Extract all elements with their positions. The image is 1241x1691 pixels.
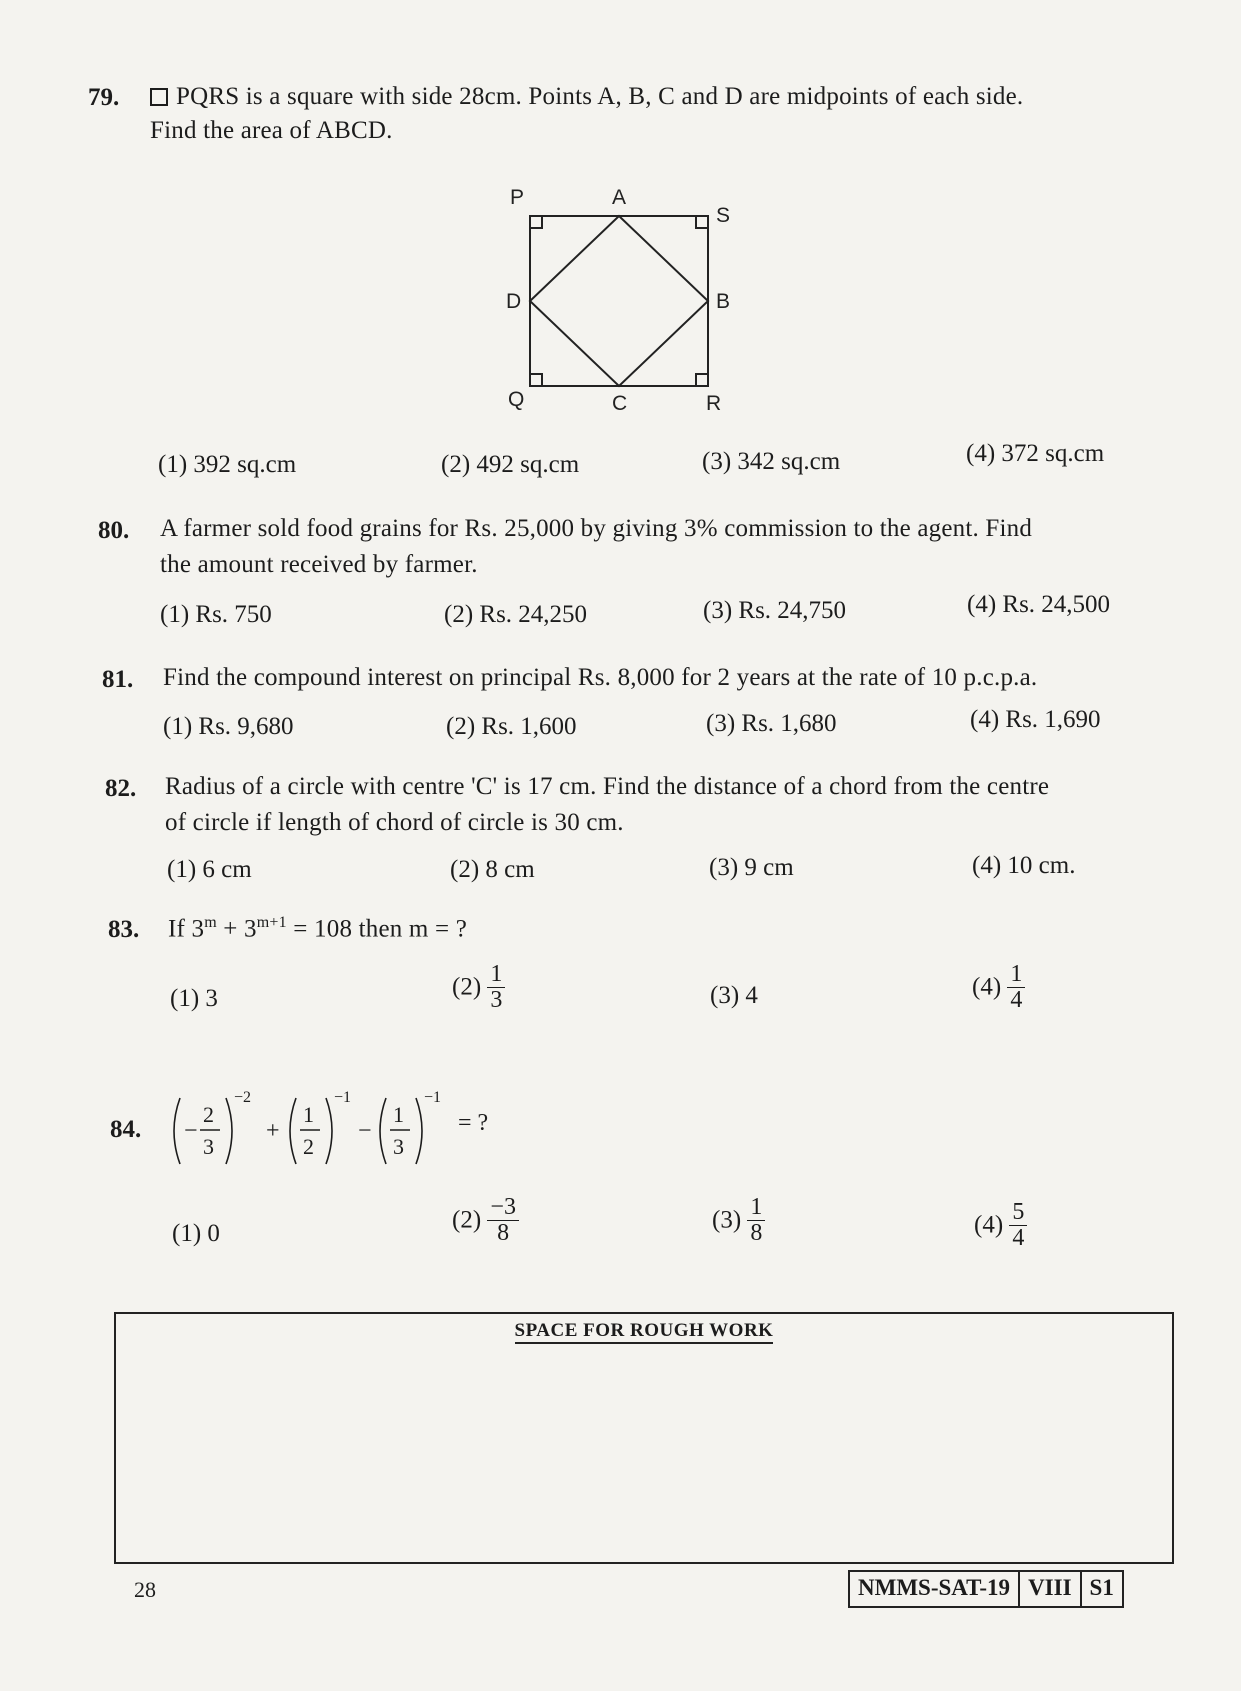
question-text: A farmer sold food grains for Rs. 25,000 by giving 3% commission to the agent. Find bbox=[160, 515, 1033, 542]
option-3[interactable]: (3) 342 sq.cm bbox=[702, 448, 841, 475]
paper-code: NMMS-SAT-19 bbox=[850, 1572, 1020, 1606]
right-angle-mark bbox=[530, 374, 542, 386]
fraction: $\frac{1}{4}$ bbox=[1007, 962, 1025, 1013]
option-4[interactable]: (4) 10 cm. bbox=[972, 852, 1076, 879]
option-2[interactable]: (2) 8 cm bbox=[450, 856, 535, 883]
paper-code-box bbox=[848, 1570, 1124, 1608]
option-4[interactable]: (4) Rs. 24,500 bbox=[967, 591, 1111, 618]
square-diagram bbox=[500, 180, 740, 425]
question-number: 79. bbox=[88, 84, 120, 111]
question-number: 80. bbox=[98, 517, 130, 544]
question-text: Radius of a circle with centre 'C' is 17 cm. Find the distance of a chord from the centre bbox=[165, 773, 1050, 800]
label-c: C bbox=[612, 392, 628, 415]
option-2[interactable]: (2) $\frac{-3}{8}$ bbox=[452, 1195, 519, 1246]
right-paren bbox=[226, 1098, 232, 1164]
fraction: $\frac{5}{4}$ bbox=[1009, 1200, 1027, 1251]
question-text: the amount received by farmer. bbox=[160, 551, 478, 578]
left-paren bbox=[174, 1098, 180, 1164]
option-3[interactable]: (3) 9 cm bbox=[709, 854, 794, 881]
square-symbol-icon bbox=[150, 88, 168, 106]
right-angle-mark bbox=[696, 374, 708, 386]
label-r: R bbox=[706, 392, 722, 415]
option-3[interactable]: (3) $\frac{1}{8}$ bbox=[712, 1195, 765, 1246]
question-text: If $3^m + 3^{m+1} = 108$ then m = ? bbox=[168, 914, 468, 943]
inner-square-abcd bbox=[530, 216, 708, 386]
label-q: Q bbox=[508, 388, 525, 411]
label-b: B bbox=[716, 290, 731, 313]
paper-set: S1 bbox=[1089, 1575, 1114, 1600]
question-text: Find the compound interest on principal Rs. 8,000 for 2 years at the rate of 10 p.c.p.a. bbox=[163, 664, 1038, 691]
option-1[interactable]: (1) 0 bbox=[172, 1220, 220, 1247]
label-s: S bbox=[716, 204, 731, 227]
t1-numerator: 2 bbox=[203, 1102, 214, 1127]
option-1[interactable]: (1) 392 sq.cm bbox=[158, 451, 297, 478]
minus-sign: − bbox=[358, 1118, 372, 1144]
option-1[interactable]: (1) 6 cm bbox=[167, 856, 252, 883]
option-2[interactable]: (2) Rs. 1,600 bbox=[446, 713, 577, 740]
option-3[interactable]: (3) Rs. 24,750 bbox=[703, 597, 847, 624]
question-text: of circle if length of chord of circle is 30 cm. bbox=[165, 809, 624, 836]
option-4[interactable]: (4) $\frac{5}{4}$ bbox=[974, 1200, 1027, 1251]
t3-exponent: −1 bbox=[424, 1089, 442, 1106]
expression-svg bbox=[168, 1086, 508, 1176]
page-number: 28 bbox=[134, 1577, 156, 1602]
equals-question: = ? bbox=[458, 1110, 489, 1136]
right-paren bbox=[326, 1098, 332, 1164]
option-3[interactable]: (3) Rs. 1,680 bbox=[706, 710, 837, 737]
question-number: 81. bbox=[102, 666, 134, 693]
option-2[interactable]: (2) 492 sq.cm bbox=[441, 451, 580, 478]
question-text: Find the area of ABCD. bbox=[150, 117, 393, 144]
t2-denominator: 2 bbox=[303, 1134, 314, 1159]
question-number: 84. bbox=[110, 1116, 142, 1143]
option-3[interactable]: (3) 4 bbox=[710, 982, 758, 1009]
left-paren bbox=[290, 1098, 296, 1164]
option-4[interactable]: (4) $\frac{1}{4}$ bbox=[972, 962, 1025, 1013]
option-4[interactable]: (4) 372 sq.cm bbox=[966, 440, 1105, 467]
rough-work-box bbox=[114, 1312, 1174, 1564]
question-number: 82. bbox=[105, 775, 137, 802]
option-1[interactable]: (1) Rs. 9,680 bbox=[163, 713, 294, 740]
left-paren bbox=[380, 1098, 386, 1164]
fraction: $\frac{-3}{8}$ bbox=[487, 1195, 519, 1246]
t2-numerator: 1 bbox=[303, 1102, 314, 1127]
fraction: $\frac{1}{8}$ bbox=[747, 1195, 765, 1246]
label-a: A bbox=[612, 186, 627, 209]
rough-work-title: SPACE FOR ROUGH WORK bbox=[116, 1320, 1172, 1342]
minus-sign: − bbox=[184, 1118, 198, 1144]
option-2[interactable]: (2) $\frac{1}{3}$ bbox=[452, 962, 505, 1013]
option-1[interactable]: (1) 3 bbox=[170, 985, 218, 1012]
option-1[interactable]: (1) Rs. 750 bbox=[160, 601, 272, 628]
t3-numerator: 1 bbox=[393, 1102, 404, 1127]
question-number: 83. bbox=[108, 916, 140, 943]
label-p: P bbox=[510, 186, 525, 209]
right-angle-mark bbox=[530, 216, 542, 228]
paper-class: VIII bbox=[1020, 1572, 1081, 1606]
t1-denominator: 3 bbox=[203, 1134, 214, 1159]
square-pqrs bbox=[530, 216, 708, 386]
t1-exponent: −2 bbox=[234, 1089, 252, 1106]
right-paren bbox=[416, 1098, 422, 1164]
option-4[interactable]: (4) Rs. 1,690 bbox=[970, 706, 1101, 733]
label-d: D bbox=[506, 290, 522, 313]
math-expression bbox=[168, 1086, 508, 1181]
right-angle-mark bbox=[696, 216, 708, 228]
option-2[interactable]: (2) Rs. 24,250 bbox=[444, 601, 588, 628]
fraction: $\frac{1}{3}$ bbox=[487, 962, 505, 1013]
t2-exponent: −1 bbox=[334, 1089, 352, 1106]
question-text: PQRS is a square with side 28cm. Points A, B, C and D are midpoints of each side. bbox=[150, 83, 1023, 111]
pqrs-figure bbox=[500, 180, 740, 420]
plus-sign: + bbox=[266, 1118, 280, 1144]
t3-denominator: 3 bbox=[393, 1134, 404, 1159]
